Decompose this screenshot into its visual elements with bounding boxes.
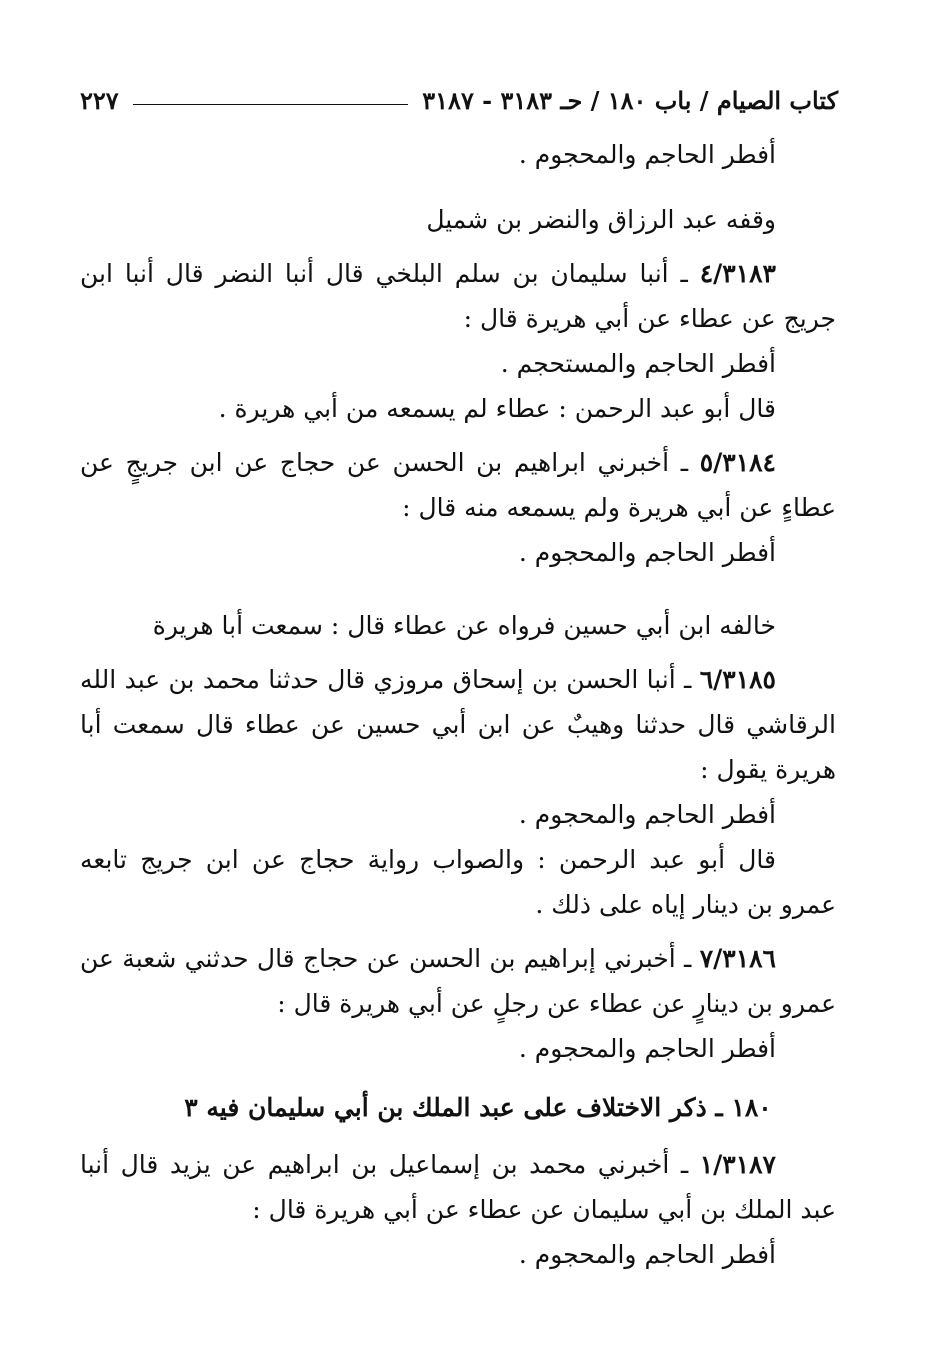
hadith-3184 (80, 440, 836, 530)
header-title: كتاب الصيام / باب ١٨٠ / حـ ٣١٨٣ - ٣١٨٧ (422, 85, 838, 115)
hadith-number: ٦/٣١٨٥ (699, 665, 776, 694)
hadith-3185 (80, 657, 836, 792)
hadith-isnad: ـ أنبا الحسن بن إسحاق مروزي قال حدثنا محمد بن عبد الله الرقاشي قال حدثنا وهيبٌ عن ابن أبي حسين عن عطاء قال سمعت أبا هريرة يقول : (80, 665, 836, 784)
matn-line-6: أفطر الحاجم والمحجوم . (518, 1240, 776, 1269)
hadith-isnad: ـ أخبرني إبراهيم بن الحسن عن حجاج قال حدثني شعبة عن عمرو بن دينارٍ عن عطاء عن رجلٍ عن أبي هريرة قال : (80, 944, 836, 1018)
comment-line-2: قال أبو عبد الرحمن : والصواب رواية حجاج عن ابن جريج تابعه عمرو بن دينار إياه على ذلك . (80, 845, 836, 919)
hadith-isnad: ـ أنبا سليمان بن سلم البلخي قال أنبا النضر قال أنبا ابن جريج عن عطاء عن أبي هريرة قال : (80, 259, 836, 333)
hadith-3186 (80, 936, 836, 1026)
matn-line-4: أفطر الحاجم والمحجوم . (518, 800, 776, 829)
page-body (80, 132, 836, 1277)
hadith-number: ٤/٣١٨٣ (699, 259, 776, 288)
hadith-3187 (80, 1142, 836, 1232)
header-rule (133, 104, 409, 105)
hadith-isnad: ـ أخبرني ابراهيم بن الحسن عن حجاج عن ابن جريجٍ عن عطاءٍ عن أبي هريرة ولم يسمعه منه قال : (80, 448, 836, 522)
hadith-isnad: ـ أخبرني محمد بن إسماعيل بن ابراهيم عن يزيد قال أنبا عبد الملك بن أبي سليمان عن عطاء عن أبي هريرة قال : (80, 1150, 836, 1224)
note-line-2: خالفه ابن أبي حسين فرواه عن عطاء قال : سمعت أبا هريرة (152, 611, 776, 640)
matn-line-5: أفطر الحاجم والمحجوم . (518, 1034, 776, 1063)
comment-line-1: قال أبو عبد الرحمن : عطاء لم يسمعه من أبي هريرة . (218, 394, 776, 423)
hadith-number: ٧/٣١٨٦ (699, 944, 776, 973)
matn-line-1: أفطر الحاجم والمحجوم . (518, 140, 776, 169)
note-line-1: وقفه عبد الرزاق والنضر بن شميل (426, 205, 776, 234)
chapter-heading: ١٨٠ ـ ذكر الاختلاف على عبد الملك بن أبي سليمان فيه ٣ (184, 1093, 772, 1122)
hadith-3183 (80, 251, 836, 341)
matn-line-2: أفطر الحاجم والمستحجم . (500, 349, 776, 378)
running-header (80, 84, 838, 116)
matn-line-3: أفطر الحاجم والمحجوم . (518, 538, 776, 567)
hadith-number: ١/٣١٨٧ (699, 1150, 776, 1179)
hadith-number: ٥/٣١٨٤ (699, 448, 776, 477)
page-number: ٢٢٧ (80, 85, 119, 115)
